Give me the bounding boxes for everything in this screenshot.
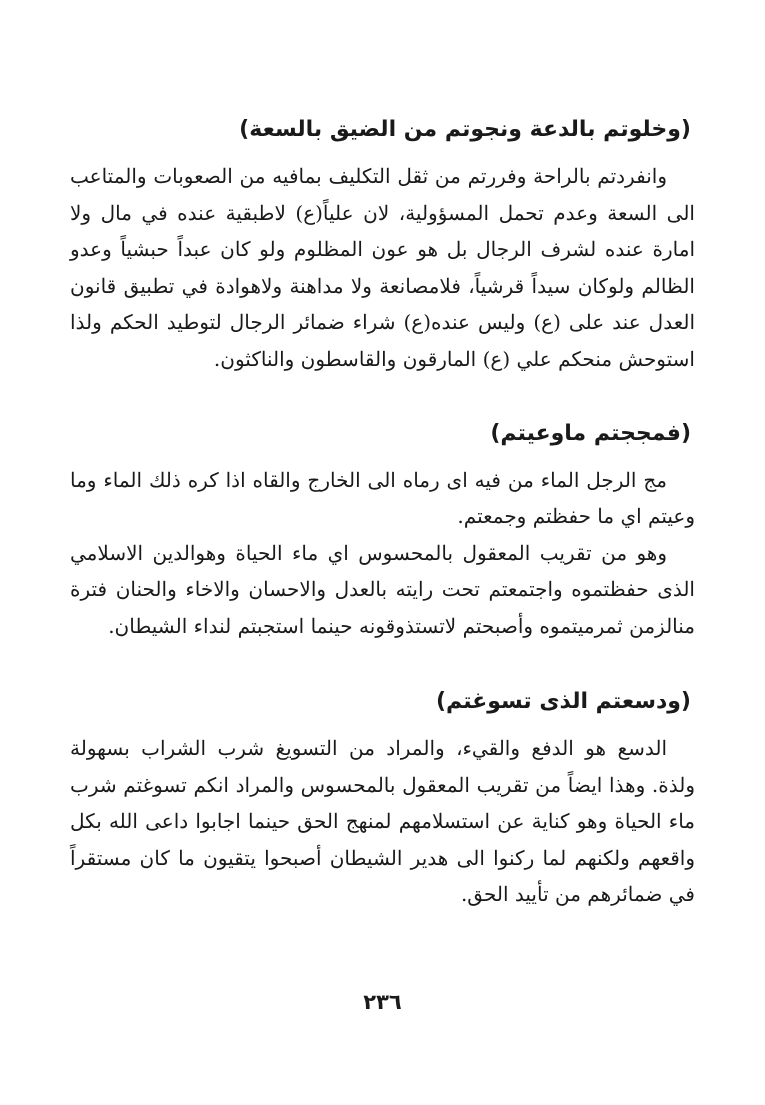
paragraph: وهو من تقريب المعقول بالمحسوس اي ماء الحياة وهوالدين الاسلامي الذى حفظتموه واجتمعتم تحت رايته بالعدل والاحسان والاخاء والحنان فترة منالزمن ثمرميتموه وأصبحتم لاتستذوقونه حينما استجبتم لنداء الشيطان. [70, 540, 695, 638]
section-heading: (وخلوتم بالدعة ونجوتم من الضيق بالسعة) [239, 117, 691, 142]
section-dasa3tum [70, 674, 695, 913]
section-heading: (فمججتم ماوعيتم) [490, 420, 691, 446]
page-number: ٢٣٦ [363, 990, 402, 1014]
section-khalawtum [70, 102, 695, 378]
paragraph: مج الرجل الماء من فيه اى رماه الى الخارج والقاه اذا كره ذلك الماء وما وعيتم اي ما حفظتم وجمعتم. [70, 467, 695, 529]
paragraph: وانفردتم بالراحة وفررتم من ثقل التكليف بمافيه من الصعوبات والمتاعب الى السعة وعدم تحمل المسؤولية، لان علياً(ع) لاطبقية عنده في مال ولا امارة عنده لشرف الرجال بل هو عون المظلوم ولو كان عبداً حبشياً وعدو الظالم ولوكان سيداً قرشياً، فلامصانعة ولا مداهنة ولاهوادة في تطبيق قانون العدل عند على (ع) وليس عنده(ع) شراء ضمائر الرجال لتوطيد الحكم ولذا استوحش منحكم علي (ع) المارقون والقاسطون والناكثون. [70, 164, 696, 371]
section-famajajtum [70, 406, 695, 645]
section-heading: (ودسعتم الذى تسوغتم) [435, 689, 691, 715]
paragraph: الدسع هو الدفع والقيء، والمراد من التسويغ شرب الشراب بسهولة ولذة. وهذا ايضاً من تقريب المعقول بالمحسوس والمراد انكم تسوغتم شرب ماء الحياة وهو كناية عن استسلامهم لمنهج الحق حينما اجابوا داعى الله بكل واقعهم ولكنهم لما ركنوا الى هدير الشيطان أصبحوا يتقيون ما كان مستقراً في ضمائرهم من تأييد الحق. [70, 736, 695, 907]
